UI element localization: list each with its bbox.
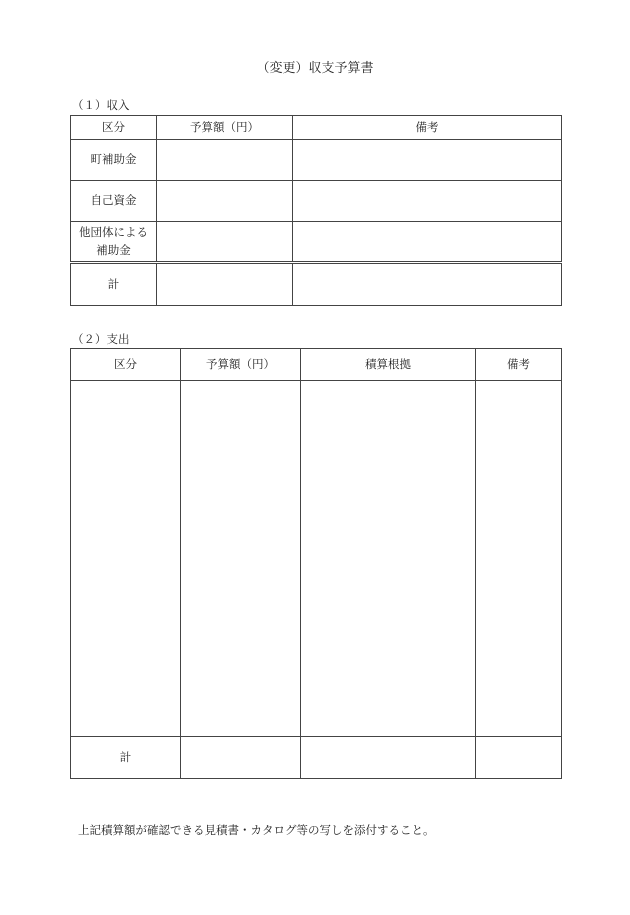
income-header-category: 区分: [71, 116, 157, 140]
income-category-cell: [71, 222, 157, 263]
income-total-remarks-cell[interactable]: [293, 263, 562, 306]
expense-table: [70, 348, 562, 779]
expense-remarks-cell[interactable]: [476, 381, 562, 737]
income-row-other-subsidy: [71, 222, 562, 263]
expense-header-category: 区分: [71, 349, 181, 381]
expense-header-budget: 予算額（円）: [181, 349, 301, 381]
income-remarks-cell[interactable]: [293, 181, 562, 222]
expense-total-label: 計: [71, 737, 181, 779]
income-category-label: 町補助金: [90, 152, 137, 167]
income-row-own-funds: [71, 181, 562, 222]
income-table: [70, 115, 562, 306]
document-title: （変更）収支予算書: [256, 61, 374, 76]
income-category-cell: [71, 181, 157, 222]
expense-basis-cell[interactable]: [301, 381, 476, 737]
income-total-label: 計: [71, 263, 157, 306]
income-total-budget-cell[interactable]: [157, 263, 293, 306]
income-budget-cell[interactable]: [157, 140, 293, 181]
income-header-remarks: 備考: [293, 116, 562, 140]
expense-header-remarks: 備考: [476, 349, 562, 381]
expense-body-row: [71, 381, 562, 737]
income-header-row: [71, 116, 562, 140]
income-total-row: [71, 263, 562, 306]
income-budget-cell[interactable]: [157, 222, 293, 263]
expense-category-cell[interactable]: [71, 381, 181, 737]
expense-header-row: [71, 349, 562, 381]
expense-total-budget-cell[interactable]: [181, 737, 301, 779]
attachment-note: 上記積算額が確認できる見積書・カタログ等の写しを添付すること。: [78, 823, 435, 837]
income-category-label-line1: 他団体による: [79, 224, 148, 239]
expense-total-basis-cell[interactable]: [301, 737, 476, 779]
income-remarks-cell[interactable]: [293, 222, 562, 263]
income-row-town-subsidy: [71, 140, 562, 181]
income-category-label: 自己資金: [90, 193, 137, 208]
income-section-label: （１）収入: [72, 98, 130, 112]
income-budget-cell[interactable]: [157, 181, 293, 222]
expense-budget-cell[interactable]: [181, 381, 301, 737]
expense-section-label: （２）支出: [72, 332, 130, 346]
expense-header-basis: 積算根拠: [301, 349, 476, 381]
expense-total-row: [71, 737, 562, 779]
income-category-label-line2: 補助金: [96, 242, 131, 257]
income-remarks-cell[interactable]: [293, 140, 562, 181]
income-category-cell: [71, 140, 157, 181]
income-header-budget: 予算額（円）: [157, 116, 293, 140]
expense-total-remarks-cell[interactable]: [476, 737, 562, 779]
